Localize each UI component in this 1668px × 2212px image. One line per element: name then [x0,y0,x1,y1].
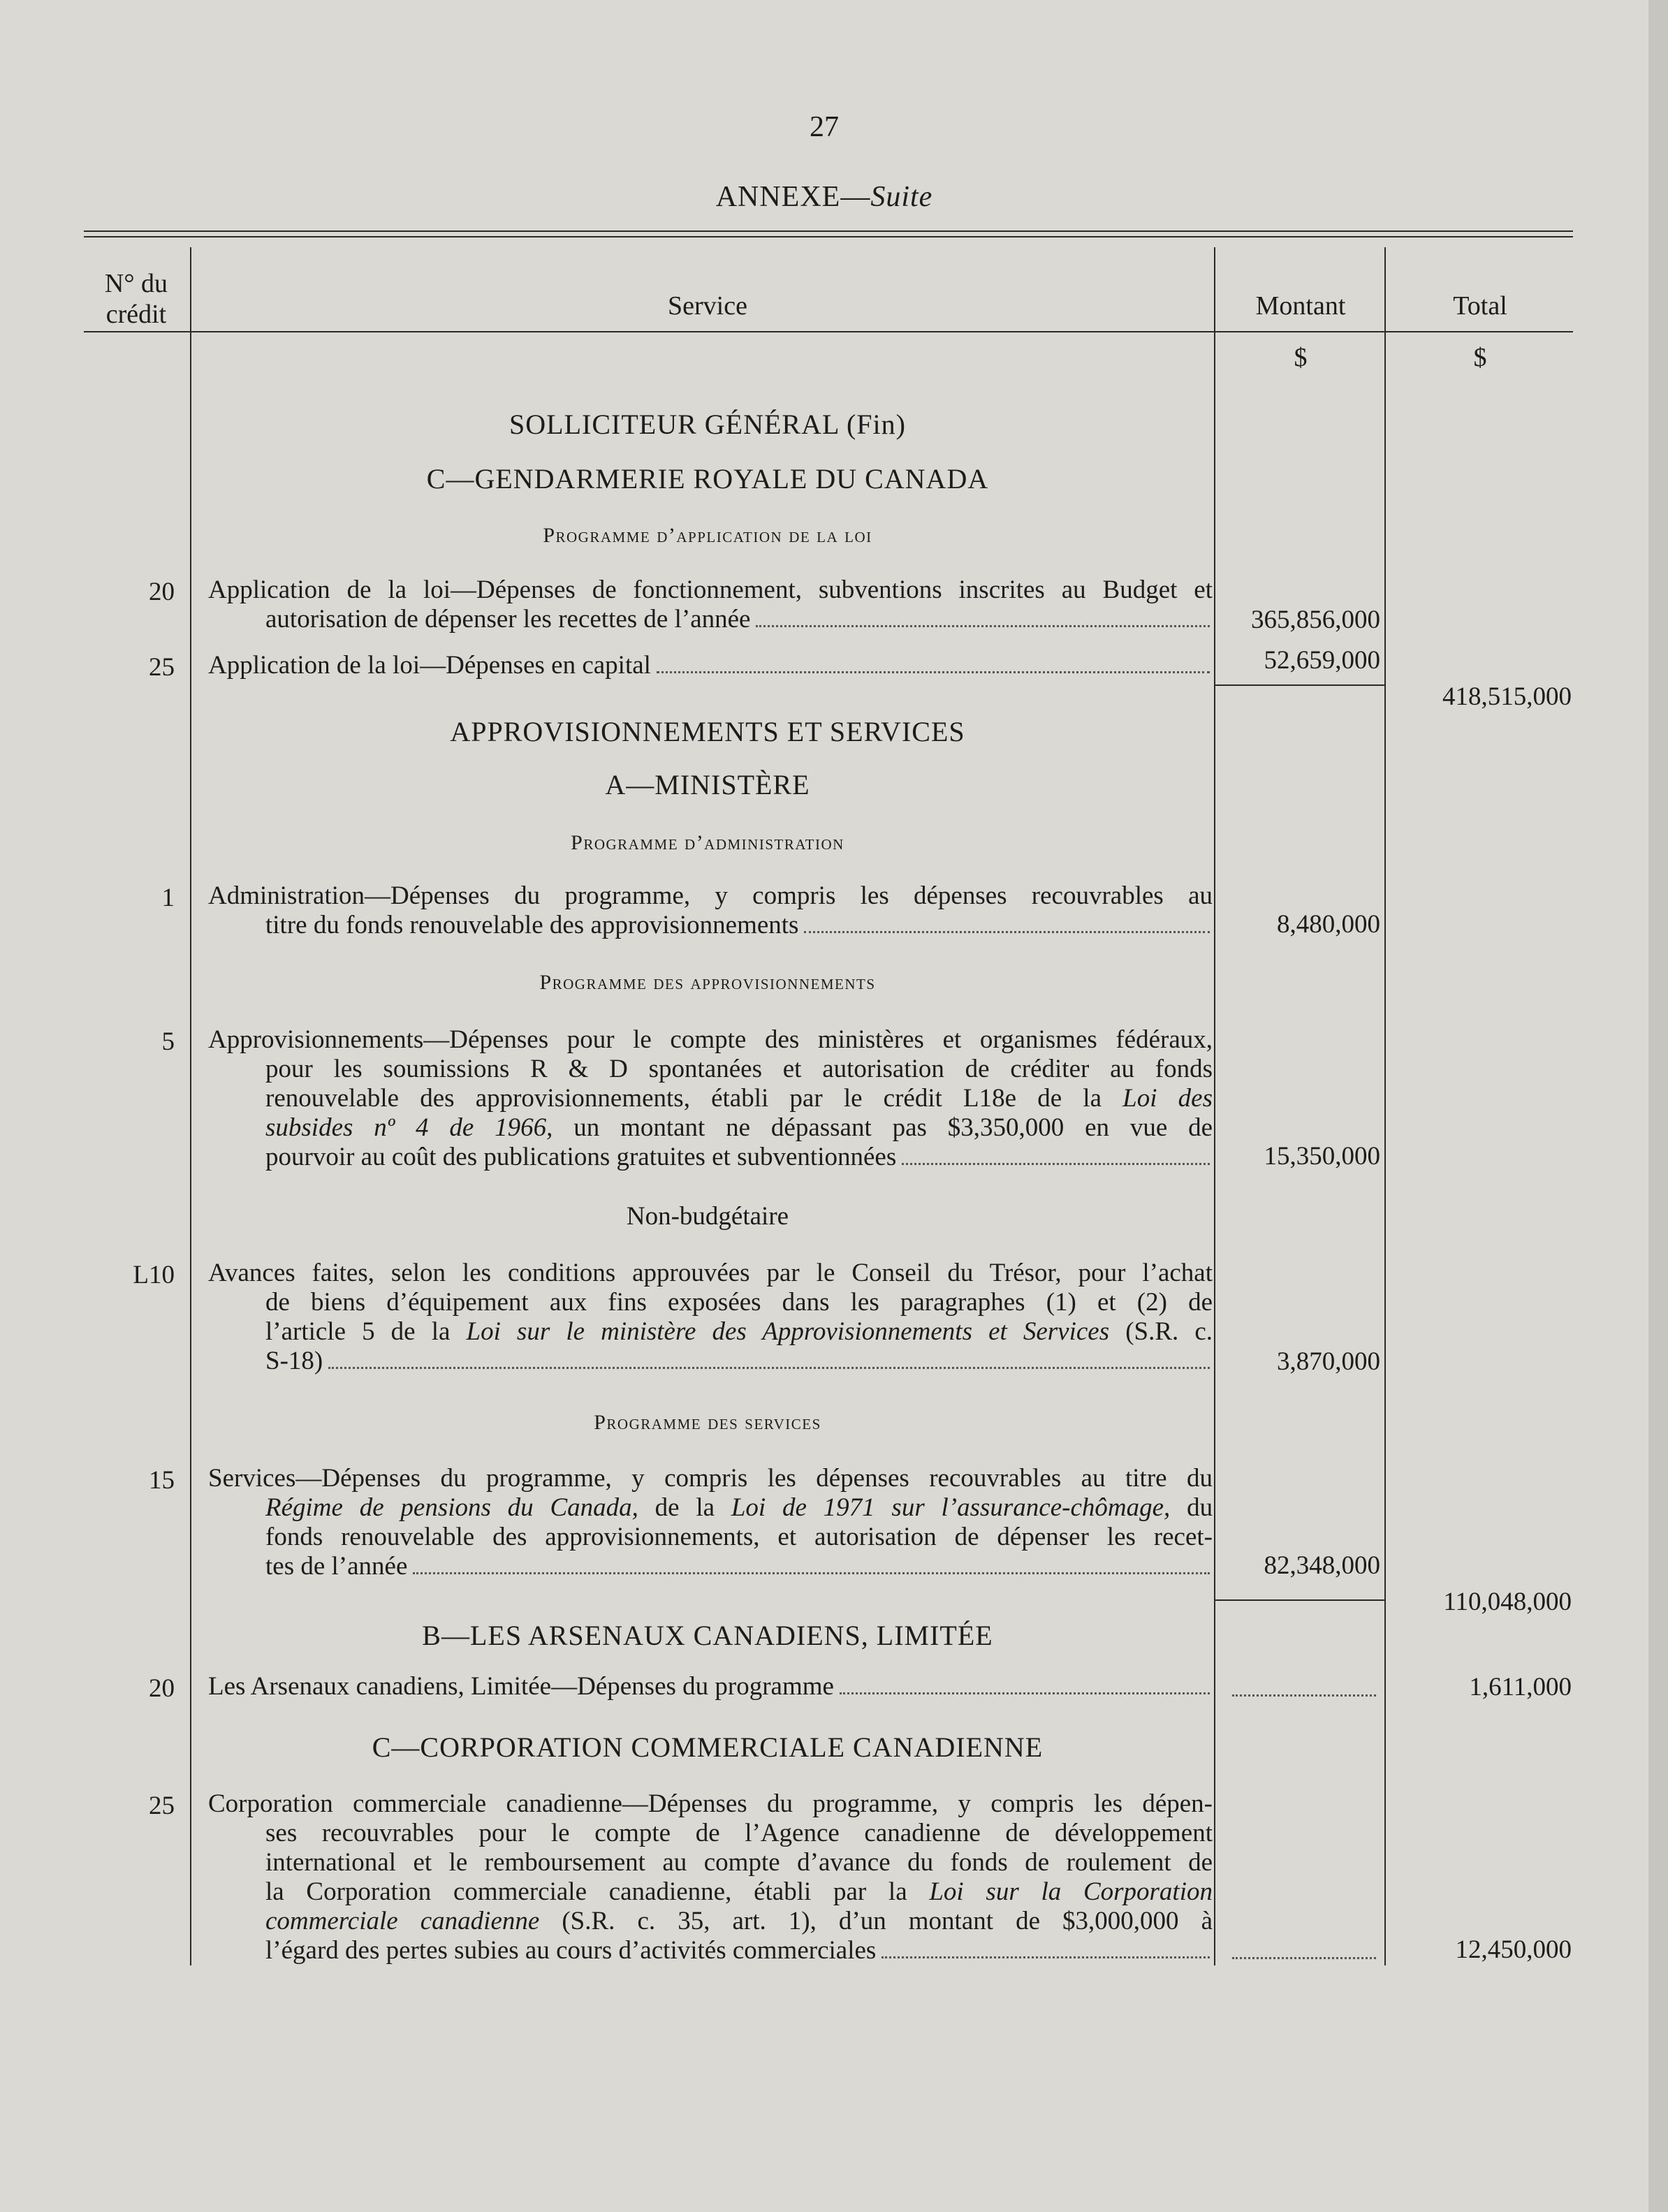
vote-amount: 365,856,000 [1251,606,1380,634]
vote-number: 25 [149,1792,175,1820]
vote-description: Application de la loi—Dépenses de fonctionnement, subventions inscrites au Budget et autorisation de dépenser les recettes de l’année [208,576,1213,633]
vote-description: Services—Dépenses du programme, y compris les dépenses recouvrables au titre du Régime de pensions du Canada, de la Loi de 1971 sur l’assurance-chômage, du fonds renouvelable des approvisionnements, et autorisation de dépenser les recet- tes de l’année [208,1464,1213,1581]
column-header-service: Service [668,291,747,321]
table-top-rule [84,230,1573,232]
program-title: Programme d’administration [571,831,844,854]
section-total: 110,048,000 [1443,1588,1572,1616]
subtotal-rule-2 [1214,1599,1386,1601]
vote-number: 1 [161,884,175,912]
vote-description: Les Arsenaux canadiens, Limitée—Dépenses du programme [208,1672,1213,1701]
ministry-title: SOLLICITEUR GÉNÉRAL (Fin) [509,409,906,440]
vote-number: 15 [149,1466,175,1495]
program-title: Programme d’application de la loi [543,524,872,547]
vote-amount: 52,659,000 [1264,646,1380,675]
subtotal-rule-1 [1214,684,1386,686]
vote-number: 20 [149,578,175,606]
vote-description: Avances faites, selon les conditions approuvées par le Conseil du Trésor, pour l’achat de biens d’équipement aux fins exposées dans les paragraphes (1) et (2) de l’article 5 de la Loi sur le ministère des Approvisionnements et Services (S.R. c. S-18) [208,1259,1213,1375]
vote-number: 20 [149,1674,175,1703]
column-divider-service [1214,247,1215,1965]
program-title: Programme des approvisionnements [539,971,876,994]
agency-title: C—CORPORATION COMMERCIALE CANADIENNE [372,1731,1044,1763]
column-header-amount: Montant [1255,291,1346,321]
header-bottom-rule [84,331,1573,332]
vote-number: 25 [149,653,175,682]
column-divider-amount [1384,247,1386,1965]
vote-total: 12,450,000 [1455,1935,1572,1964]
vote-amount: 8,480,000 [1277,910,1380,939]
table-top-rule-2 [84,236,1573,237]
category-title: Non-budgétaire [626,1202,789,1231]
program-title: Programme des services [594,1411,821,1434]
agency-title: A—MINISTÈRE [605,769,810,800]
section-total: 418,515,000 [1442,682,1572,711]
currency-amount: $ [1294,343,1308,372]
vote-description: Application de la loi—Dépenses en capital [208,651,1213,680]
column-header-total: Total [1453,291,1507,321]
vote-amount: 15,350,000 [1264,1142,1380,1171]
vote-amount: 82,348,000 [1264,1551,1380,1580]
vote-description: Administration—Dépenses du programme, y compris les dépenses recouvrables au titre du fonds renouvelable des approvisionnements [208,881,1213,939]
agency-title: B—LES ARSENAUX CANADIENS, LIMITÉE [422,1620,993,1651]
vote-number: 5 [161,1027,175,1056]
ministry-title: APPROVISIONNEMENTS ET SERVICES [450,716,965,747]
agency-title: C—GENDARMERIE ROYALE DU CANADA [426,463,989,495]
amount-leader [1232,1957,1376,1959]
vote-description: Corporation commerciale canadienne—Dépenses du programme, y compris les dépen- ses recouvrables pour le compte de l’Agence canadienne de développement international et le remboursement au compte d’avance du fonds de roulement de la Corporation commerciale canadienne, établi par la Loi sur la Corporation commerciale canadienne (S.R. c. 35, art. 1), d’un montant de $3,000,000 à l’égard des pertes subies au cours d’activités commerciales [208,1789,1213,1965]
vote-number: L10 [133,1261,175,1289]
page-number: 27 [810,111,839,143]
page-heading: ANNEXE—Suite [715,181,933,213]
vote-total: 1,611,000 [1469,1673,1572,1701]
vote-amount: 3,870,000 [1277,1347,1380,1376]
vote-description: Approvisionnements—Dépenses pour le compte des ministères et organismes fédéraux, pour les soumissions R & D spontanées et autorisation de créditer au fonds renouvelable des approvisionnements, établi par le crédit L18e de la Loi des subsides nº 4 de 1966, un montant ne dépassant pas $3,350,000 en vue de pourvoir au coût des publications gratuites et subventionnées [208,1025,1213,1171]
amount-leader [1232,1694,1376,1697]
page-edge [1648,0,1668,2212]
currency-total: $ [1473,343,1487,372]
column-header-vote: N° du crédit [104,269,168,329]
column-divider-vote [190,247,191,1965]
